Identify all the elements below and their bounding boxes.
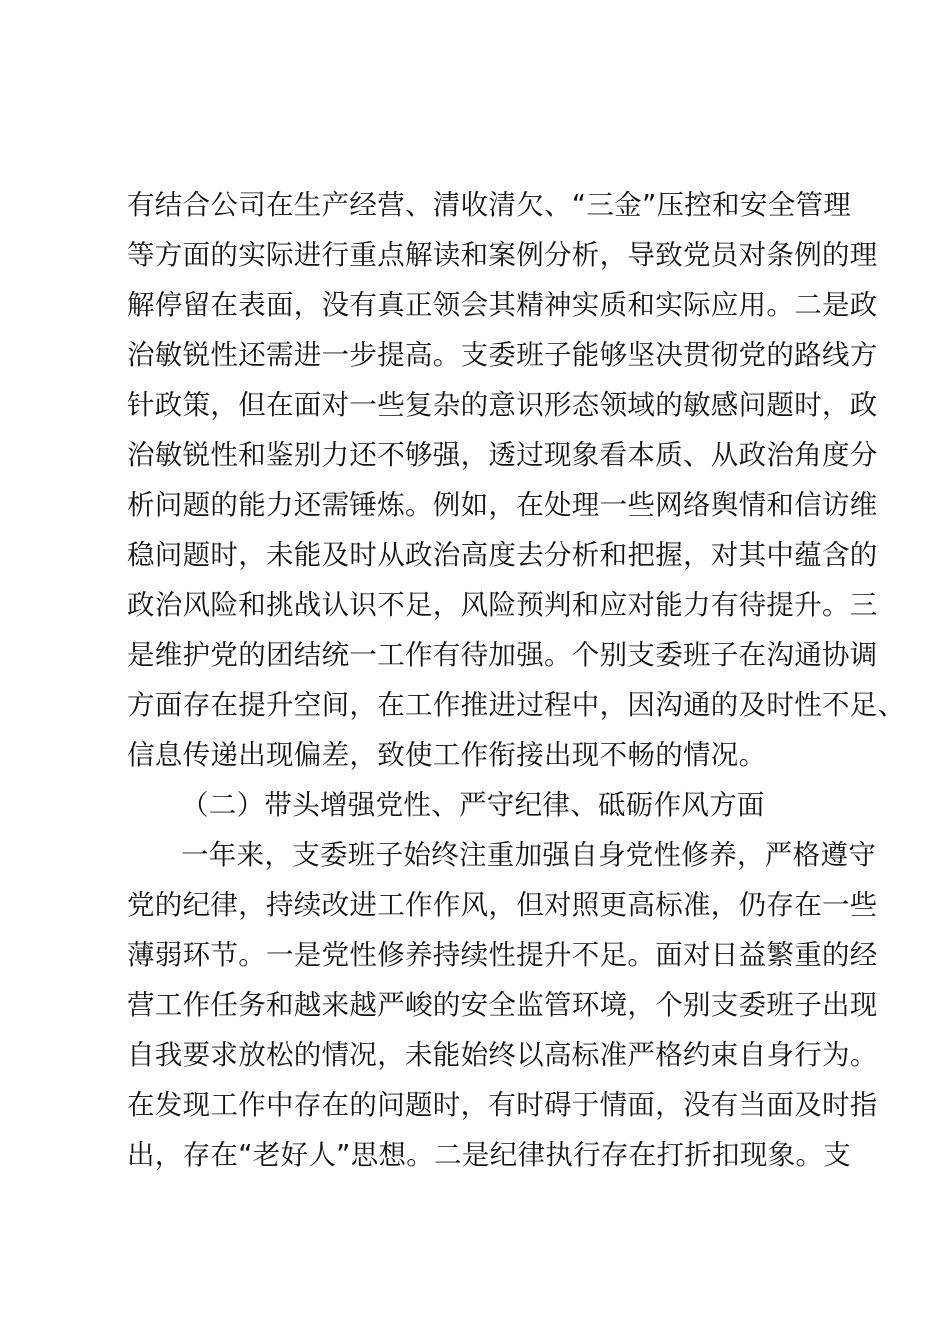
body-text-line: 针政策，但在面对一些复杂的意识形态领域的敏感问题时，政 [127, 389, 878, 421]
body-text-line: 是维护党的团结统一工作有待加强。个别支委班子在沟通协调 [127, 639, 878, 671]
body-text-line: 等方面的实际进行重点解读和案例分析，导致党员对条例的理 [127, 239, 878, 271]
body-text-line: 信息传递出现偏差，致使工作衔接出现不畅的情况。 [127, 739, 767, 771]
body-text-line: 在发现工作中存在的问题时，有时碍于情面，没有当面及时指 [127, 1089, 878, 1121]
body-text-line: 治敏锐性和鉴别力还不够强，透过现象看本质、从政治角度分 [127, 439, 878, 471]
body-text-line: 析问题的能力还需锤炼。例如，在处理一些网络舆情和信访维 [127, 489, 878, 521]
body-text-line: 政治风险和挑战认识不足，风险预判和应对能力有待提升。三 [127, 589, 878, 621]
body-text-line: 方面存在提升空间，在工作推进过程中，因沟通的及时性不足、 [127, 689, 906, 721]
body-text-line: 党的纪律，持续改进工作作风，但对照更高标准，仍存在一些 [127, 889, 878, 921]
body-text-line: 稳问题时，未能及时从政治高度去分析和把握，对其中蕴含的 [127, 539, 878, 571]
body-text-line: 自我要求放松的情况，未能始终以高标准严格约束自身行为。 [127, 1039, 878, 1071]
body-text-line: 治敏锐性还需进一步提高。支委班子能够坚决贯彻党的路线方 [127, 339, 878, 371]
body-text-line: 出，存在“老好人”思想。二是纪律执行存在打折扣现象。支 [127, 1139, 852, 1171]
body-text-line: 解停留在表面，没有真正领会其精神实质和实际应用。二是政 [127, 289, 878, 321]
body-text-line: 薄弱环节。一是党性修养持续性提升不足。面对日益繁重的经 [127, 939, 878, 971]
body-text-line: 有结合公司在生产经营、清收清欠、“三金”压控和安全管理 [127, 189, 852, 221]
section-heading: （二）带头增强党性、严守纪律、砥砺作风方面 [181, 789, 765, 821]
paragraph-first-line: 一年来，支委班子始终注重加强自身党性修养，严格遵守 [181, 839, 876, 871]
body-text-line: 营工作任务和越来越严峻的安全监管环境，个别支委班子出现 [127, 989, 878, 1021]
